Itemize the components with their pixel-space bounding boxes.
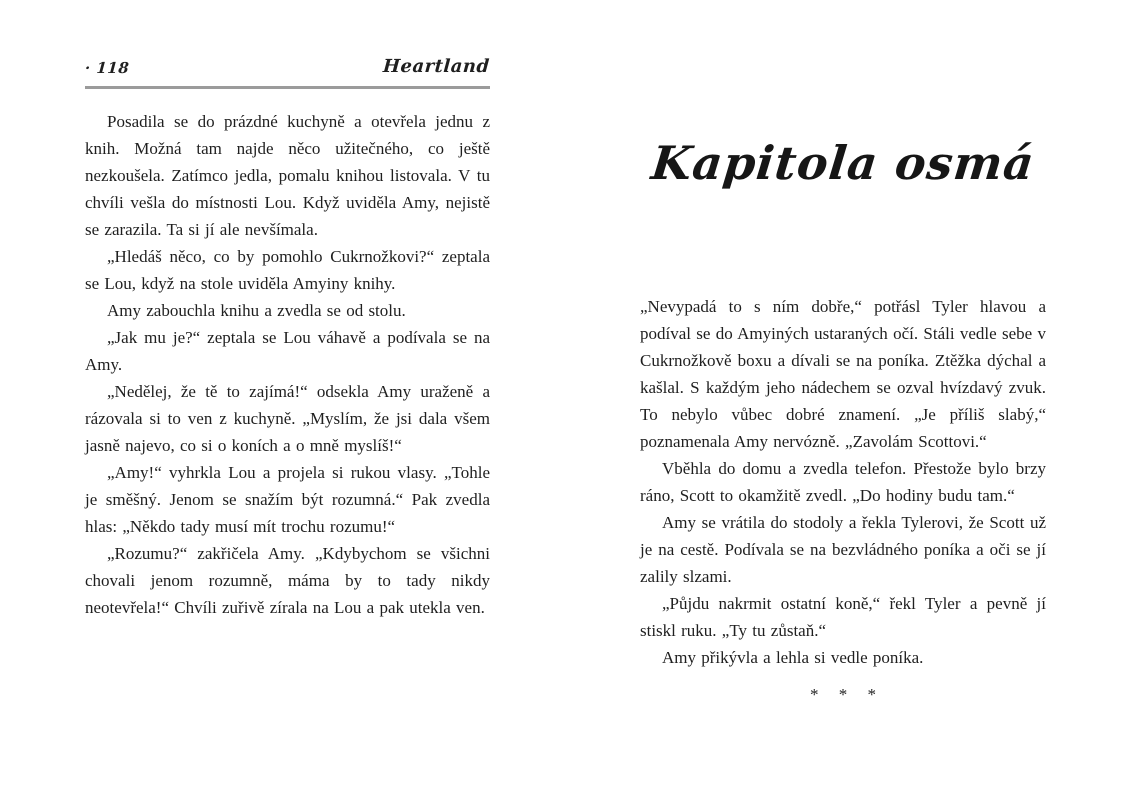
paragraph: „Nedělej, že tě to zajímá!“ odsekla Amy uraženě a rázovala si to ven z kuchyně. „Myslím, že jsi dala všem jasně najevo, co si o koních a o mně myslíš!“ <box>85 382 490 455</box>
page-number: · 118 <box>84 59 130 77</box>
paragraph: Amy přikývla a lehla si vedle poníka. <box>662 648 924 667</box>
paragraph: Amy se vrátila do stodoly a řekla Tylerovi, že Scott už je na cestě. Podívala se na bezvládného poníka a oči se jí zalily slzami. <box>640 513 1046 586</box>
left-page-header <box>85 56 490 77</box>
running-title: Heartland <box>382 56 491 77</box>
paragraph: Vběhla do domu a zvedla telefon. Přestože bylo brzy ráno, Scott to okamžitě zvedl. „Do hodiny budu tam.“ <box>640 459 1046 505</box>
left-page-body <box>85 108 490 621</box>
section-separator: * * * <box>810 685 876 704</box>
header-rule <box>85 86 490 89</box>
chapter-title: Kapitola osmá <box>648 136 1038 190</box>
paragraph: „Půjdu nakrmit ostatní koně,“ řekl Tyler a pevně jí stiskl ruku. „Ty tu zůstaň.“ <box>640 594 1046 640</box>
right-page-body <box>640 293 1046 705</box>
paragraph: „Hledáš něco, co by pomohlo Cukrnožkovi?“ zeptala se Lou, když na stole uviděla Amyiny knihy. <box>85 247 490 293</box>
paragraph: Posadila se do prázdné kuchyně a otevřela jednu z knih. Možná tam najde něco užitečného, co ještě nezkoušela. Zatímco jedla, pomalu knihou listovala. V tu chvíli vešla do místnosti Lou. Když uviděla Amy, nejistě se zarazila. Ta si jí ale nevšímala. <box>85 112 490 239</box>
paragraph: „Nevypadá to s ním dobře,“ potřásl Tyler hlavou a podíval se do Amyiných ustaraných očí. Stáli vedle sebe v Cukrnožkově boxu a dívali se na poníka. Ztěžka dýchal a kašlal. S každým jeho nádechem se ozval hvízdavý zvuk. To nebylo vůbec dobré znamení. „Je příliš slabý,“ poznamenala Amy nervózně. „Zavolám Scottovi.“ <box>640 297 1046 451</box>
paragraph: „Rozumu?“ zakřičela Amy. „Kdybychom se všichni chovali jenom rozumně, máma by to tady nikdy neotevřela!“ Chvíli zuřivě zírala na Lou a pak utekla ven. <box>85 544 490 617</box>
paragraph: Amy zabouchla knihu a zvedla se od stolu. <box>107 301 406 320</box>
paragraph: „Jak mu je?“ zeptala se Lou váhavě a podívala se na Amy. <box>85 328 490 374</box>
paragraph: „Amy!“ vyhrkla Lou a projela si rukou vlasy. „Tohle je směšný. Jenom se snažím být rozumná.“ Pak zvedla hlas: „Někdo tady musí mít trochu rozumu!“ <box>85 463 490 536</box>
